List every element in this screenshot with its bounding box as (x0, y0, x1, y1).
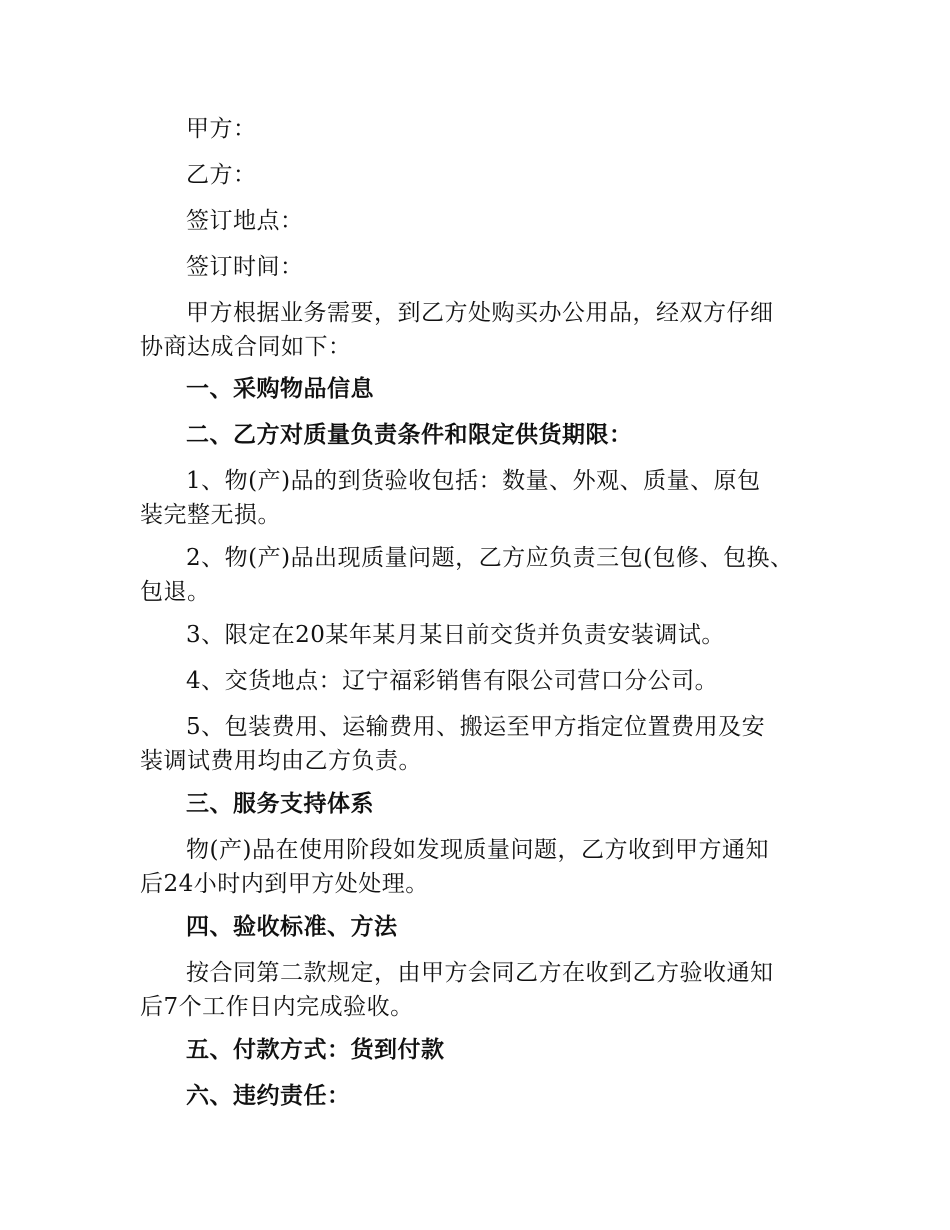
acceptance-paragraph (140, 956, 830, 1024)
item-5-line-1: 5、包装费用、运输费用、搬运至甲方指定位置费用及安 (186, 714, 766, 740)
item-5-paragraph (140, 710, 830, 778)
service-paragraph (140, 833, 830, 901)
acceptance-line-1: 按合同第二款规定，由甲方会同乙方在收到乙方验收通知 (186, 960, 774, 986)
item-5-line-2: 装调试费用均由乙方负责。 (140, 748, 422, 774)
section-6-heading: 六、违约责任： (186, 1083, 351, 1109)
item-2-line-1: 2、物(产)品出现质量问题，乙方应负责三包(包修、包换、 (186, 545, 794, 571)
section-2-heading: 二、乙方对质量负责条件和限定供货期限： (186, 422, 633, 448)
section-4-heading: 四、验收标准、方法 (186, 914, 398, 940)
intro-paragraph (140, 296, 830, 364)
service-line-1: 物(产)品在使用阶段如发现质量问题，乙方收到甲方通知 (186, 837, 769, 863)
item-2-paragraph (140, 541, 830, 609)
service-line-2: 后24小时内到甲方处处理。 (140, 871, 429, 897)
item-1-line-2: 装完整无损。 (140, 502, 281, 528)
party-b-label: 乙方： (186, 162, 257, 188)
acceptance-line-2: 后7个工作日内完成验收。 (140, 994, 414, 1020)
item-1-line-1: 1、物(产)品的到货验收包括：数量、外观、质量、原包 (186, 468, 761, 494)
sign-place-label: 签订地点： (186, 208, 304, 234)
item-4-paragraph: 4、交货地点：辽宁福彩销售有限公司营口分公司。 (186, 668, 719, 694)
item-2-line-2: 包退。 (140, 579, 211, 605)
intro-line-1: 甲方根据业务需要，到乙方处购买办公用品，经双方仔细 (186, 300, 774, 326)
section-1-heading: 一、采购物品信息 (186, 376, 374, 402)
item-3-paragraph: 3、限定在20某年某月某日前交货并负责安装调试。 (186, 622, 725, 648)
party-a-label: 甲方： (186, 116, 257, 142)
section-5-heading: 五、付款方式：货到付款 (186, 1037, 445, 1063)
intro-line-2: 协商达成合同如下： (140, 334, 352, 360)
sign-time-label: 签订时间： (186, 254, 304, 280)
item-1-paragraph (140, 464, 830, 532)
section-3-heading: 三、服务支持体系 (186, 791, 374, 817)
